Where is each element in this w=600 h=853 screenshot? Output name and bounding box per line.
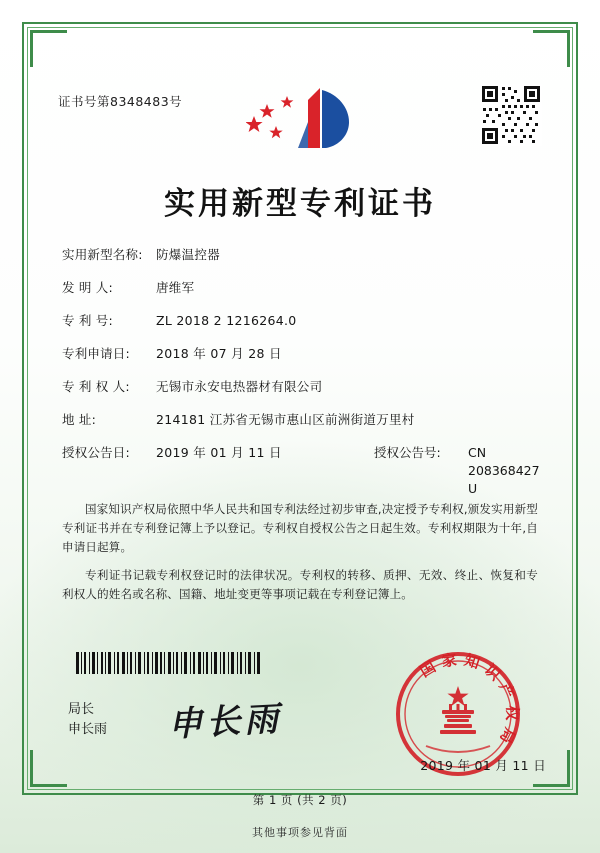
field-row-patent-number [62,312,538,330]
certificate-number: 证书号第8348483号 [58,94,183,109]
field-value-patentee: 无锡市永安电热器材有限公司 [156,379,323,394]
field-label-name: 实用新型名称: [62,247,143,262]
director-name-label: 申长雨 [68,722,108,737]
field-row-grant [62,444,538,498]
footer-note: 其他事项参见背面 [252,826,348,839]
qr-code-icon [480,84,542,146]
field-value-application-date: 2018 年 07 月 28 日 [156,346,282,361]
page-title: 实用新型专利证书 [164,186,436,222]
field-row-patentee [62,378,538,396]
signature-block [68,700,107,740]
field-label-application-date: 专利申请日: [62,346,130,361]
legal-paragraph-2: 专利证书记载专利权登记时的法律状况。专利权的转移、质押、无效、终止、恢复和专利权人的姓名或名称、国籍、地址变更等事项记载在专利登记簿上。 [62,568,538,601]
field-list [62,246,538,513]
field-value-patent-number: ZL 2018 2 1216264.0 [156,313,297,328]
svg-text:国家知识产权局: 国家知识产权局 [416,650,522,752]
field-row-name [62,246,538,264]
field-label-grant-number: 授权公告号: [374,445,441,460]
field-label-address: 地 址: [62,412,96,427]
field-row-inventor [62,279,538,297]
field-value-grant-number: CN 208368427 U [468,445,540,496]
field-value-grant-date: 2019 年 01 月 11 日 [156,445,282,460]
field-label-patentee: 专 利 权 人: [62,379,130,394]
field-value-inventor: 唐维军 [156,280,195,295]
field-label-patent-number: 专 利 号: [62,313,113,328]
legal-text-block [62,500,538,613]
cnipa-logo-icon [246,82,356,154]
handwritten-signature: 申长雨 [167,699,284,745]
field-label-inventor: 发 明 人: [62,280,113,295]
corner-ornament-top-left [30,30,67,67]
field-label-grant-date: 授权公告日: [62,445,130,460]
field-row-address [62,411,538,429]
seal-date: 2019 年 01 月 11 日 [420,758,546,773]
page-number: 第 1 页 (共 2 页) [252,793,348,807]
legal-paragraph-1: 国家知识产权局依照中华人民共和国专利法经过初步审查,决定授予专利权,颁发实用新型专利证书并在专利登记簿上予以登记。专利权自授权公告之日起生效。专利权期限为十年,自申请日起算。 [62,502,538,554]
field-value-name: 防爆温控器 [156,247,221,262]
field-row-application-date [62,345,538,363]
director-title-label: 局长 [68,702,95,717]
corner-ornament-bottom-left [30,750,67,787]
field-value-address: 214181 江苏省无锡市惠山区前洲街道万里村 [156,412,415,427]
corner-ornament-top-right [533,30,570,67]
barcode-icon [76,652,260,674]
